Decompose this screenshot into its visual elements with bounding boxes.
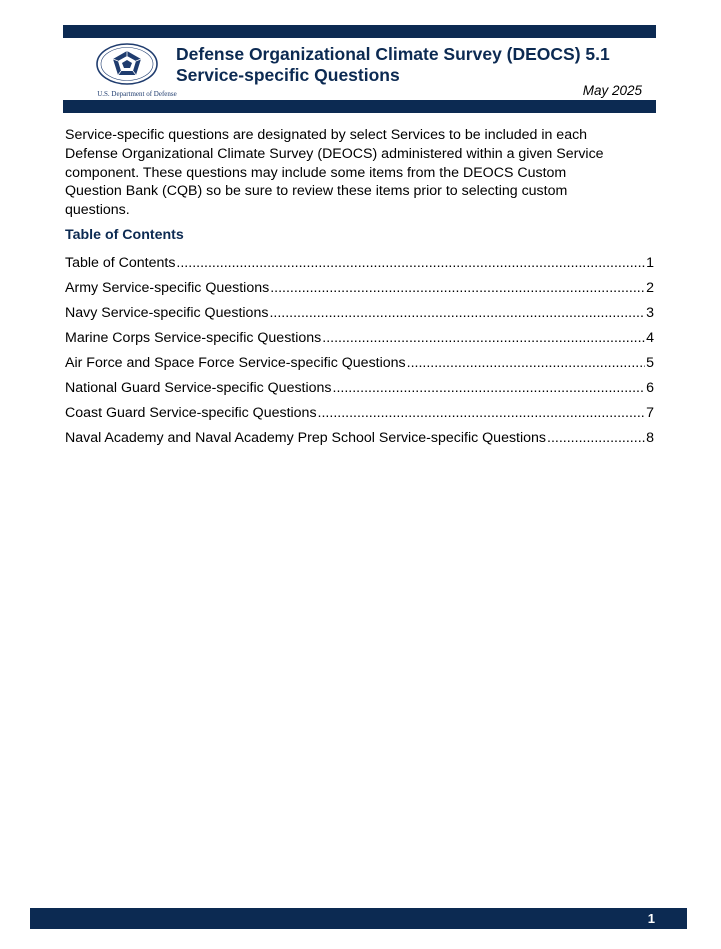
title-line-1: Defense Organizational Climate Survey (DEOCS) 5.1 [176, 44, 610, 64]
toc-entry-page: 2 [646, 280, 654, 296]
toc-entry-label: Air Force and Space Force Service-specific Questions [65, 355, 406, 371]
toc-entry-label: National Guard Service-specific Questions [65, 380, 332, 396]
toc-entry-page: 5 [646, 355, 654, 371]
toc-dot-leader [269, 305, 645, 321]
toc-dot-leader [270, 280, 645, 296]
toc-entry-label: Marine Corps Service-specific Questions [65, 330, 322, 346]
intro-line: Defense Organizational Climate Survey (DEOCS) administered within a given Service [65, 145, 604, 162]
document-date: May 2025 [582, 83, 642, 98]
toc-entry-page: 8 [646, 430, 654, 446]
toc-entry-page: 4 [646, 330, 654, 346]
toc-entry-page: 3 [646, 305, 654, 321]
intro-line: Question Bank (CQB) so be sure to review these items prior to selecting custom [65, 183, 568, 200]
toc-heading: Table of Contents [65, 227, 184, 243]
toc-entry-page: 7 [646, 405, 654, 421]
footer-bar [30, 908, 687, 929]
table-of-contents [65, 255, 654, 455]
dod-seal-logo [87, 42, 177, 98]
intro-line: Service-specific questions are designated by select Services to be included in each [65, 127, 588, 143]
toc-dot-leader [333, 380, 646, 396]
pentagon-seal-icon [87, 42, 167, 86]
toc-entry-table-of-contents[interactable] [65, 255, 654, 280]
toc-entry-army[interactable] [65, 280, 654, 305]
toc-dot-leader [176, 255, 645, 271]
document-title [176, 44, 610, 86]
toc-entry-label: Army Service-specific Questions [65, 280, 270, 296]
footer-page-number: 1 [647, 911, 655, 926]
toc-dot-leader [322, 330, 645, 346]
header-bottom-bar [63, 100, 656, 113]
toc-entry-marine-corps[interactable] [65, 330, 654, 355]
toc-entry-page: 1 [646, 255, 654, 271]
toc-dot-leader [547, 430, 645, 446]
intro-paragraph [65, 126, 655, 220]
intro-line: component. These questions may include some items from the DEOCS Custom [65, 164, 567, 181]
document-header [63, 38, 656, 100]
toc-entry-page: 6 [646, 380, 654, 396]
toc-entry-navy[interactable] [65, 305, 654, 330]
toc-entry-label: Table of Contents [65, 255, 176, 271]
logo-caption: U.S. Department of Defense [97, 90, 177, 98]
intro-line: questions. [65, 202, 130, 219]
header-top-bar [63, 25, 656, 38]
toc-entry-label: Naval Academy and Naval Academy Prep School Service-specific Questions [65, 430, 547, 446]
toc-entry-naval-academy[interactable] [65, 430, 654, 455]
toc-entry-label: Coast Guard Service-specific Questions [65, 405, 317, 421]
toc-entry-label: Navy Service-specific Questions [65, 305, 269, 321]
toc-entry-national-guard[interactable] [65, 380, 654, 405]
toc-entry-air-force-space-force[interactable] [65, 355, 654, 380]
toc-dot-leader [407, 355, 645, 371]
toc-dot-leader [318, 405, 646, 421]
title-line-2: Service-specific Questions [176, 65, 400, 85]
toc-entry-coast-guard[interactable] [65, 405, 654, 430]
